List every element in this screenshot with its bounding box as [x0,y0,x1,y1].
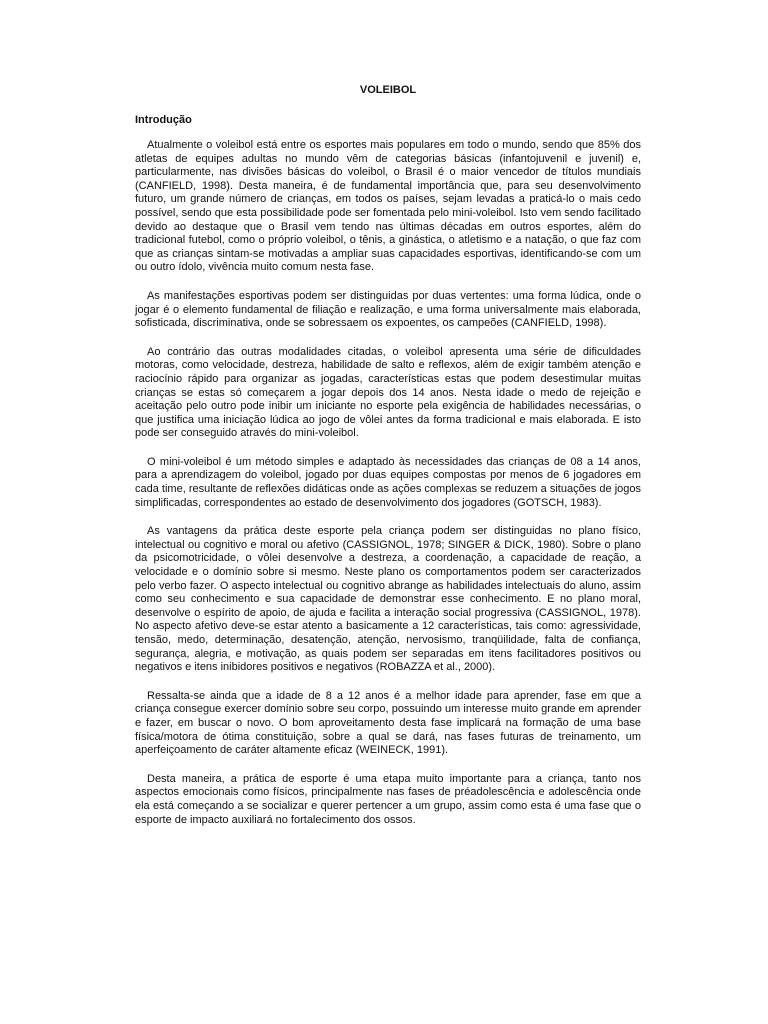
paragraph-4: O mini-voleibol é um método simples e adaptado às necessidades das crianças de 08 a 14 anos, para a aprendizagem do voleibol, jogado por duas equipes compostas por menos de 6 jogadores em cada time, resultante de reflexões didáticas onde as ações complexas se reduzem a situações de jogos simplificadas, correspondentes ao estado de desenvolvimento dos jogadores (GOTSCH, 1983). [135,455,641,509]
paragraph-5: As vantagens da prática deste esporte pela criança podem ser distinguidas no plano físico, intelectual ou cognitivo e moral ou afetivo (CASSIGNOL, 1978; SINGER & DICK, 1980). Sobre o plano da psicomotricidade, o vôlei desenvolve a destreza, a coordenação, a capacidade de reação, a velocidade e o domínio sobre si mesmo. Neste plano os comportamentos podem ser caracterizados pelo verbo fazer. O aspecto intelectual ou cognitivo abrange as habilidades intelectuais do aluno, assim como seu conhecimento e sua capacidade de demonstrar esse conhecimento. E no plano moral, desenvolve o espírito de apoio, de ajuda e facilita a interação social progressiva (CASSIGNOL, 1978). No aspecto afetivo deve-se estar atento a basicamente a 12 características, tais como: agressividade, tensão, medo, determinação, desatenção, atenção, nervosismo, tranqüilidade, falta de confiança, segurança, alegria, e motivação, as quais podem ser separadas em itens facilitadores positivos ou negativos e itens inibidores positivos e negativos (ROBAZZA et al., 2000). [135,525,641,674]
paragraph-1: Atualmente o voleibol está entre os esportes mais populares em todo o mundo, sendo que 85% dos atletas de equipes adultas no mundo vêm de categorias básicas (infantojuvenil e juvenil) e, particularmente, nas divisões básicas do voleibol, o Brasil é o maior vencedor de títulos mundiais (CANFIELD, 1998). Desta maneira, é de fundamental importância que, para seu desenvolvimento futuro, um grande número de crianças, em todos os países, sejam levadas a praticá-lo o mais cedo possível, sendo que esta possibilidade pode ser fomentada pelo mini-voleibol. Isto vem sendo facilitado devido ao destaque que o Brasil vem tendo nas últimas décadas em outros esportes, além do tradicional futebol, como o próprio voleibol, o tênis, a ginástica, o atletismo e a natação, o que faz com que as crianças sintam-se motivadas a ampliar suas capacidades esportivas, identificando-se com um ou outro ídolo, vivência muito comum nesta fase. [135,139,641,274]
paragraph-2: As manifestações esportivas podem ser distinguidas por duas vertentes: uma forma lúdica, onde o jogar é o elemento fundamental de filiação e realização, e uma forma universalmente mais elaborada, sofisticada, discriminativa, onde se sobressaem os expoentes, os campeões (CANFIELD, 1998). [135,289,641,330]
paragraph-7: Desta maneira, a prática de esporte é uma etapa muito importante para a criança, tanto nos aspectos emocionais como físicos, principalmente nas fases de préadolescência e adolescência onde ela está começando a se socializar e querer pertencer a um grupo, assim como esta é uma fase que o esporte de impacto auxiliará no fortalecimento dos ossos. [135,772,641,826]
document-page [135,84,641,842]
paragraph-6: Ressalta-se ainda que a idade de 8 a 12 anos é a melhor idade para aprender, fase em que a criança consegue exercer domínio sobre seu corpo, possuindo um interesse muito grande em aprender e fazer, em buscar o novo. O bom aproveitamento desta fase implicará na formação de uma base física/motora de ótima constituição, sobre a qual se dará, nas fases futuras de treinamento, um aperfeiçoamento de caráter altamente eficaz (WEINECK, 1991). [135,689,641,757]
paragraph-3: Ao contrário das outras modalidades citadas, o voleibol apresenta uma série de dificuldades motoras, como velocidade, destreza, habilidade de salto e reflexos, além de exigir também atenção e raciocínio rápido para organizar as jogadas, características estas que podem desestimular muitas crianças se estas só começarem a jogar depois dos 14 anos. Nesta idade o medo de rejeição e aceitação pelo outro pode inibir um iniciante no esporte pela exigência de habilidades necessárias, o que justifica uma iniciação lúdica ao jogo de vôlei antes da forma tradicional e mais elaborada. E isto pode ser conseguido através do mini-voleibol. [135,345,641,440]
document-title: VOLEIBOL [359,84,417,96]
section-heading-introducao: Introdução [135,114,192,126]
